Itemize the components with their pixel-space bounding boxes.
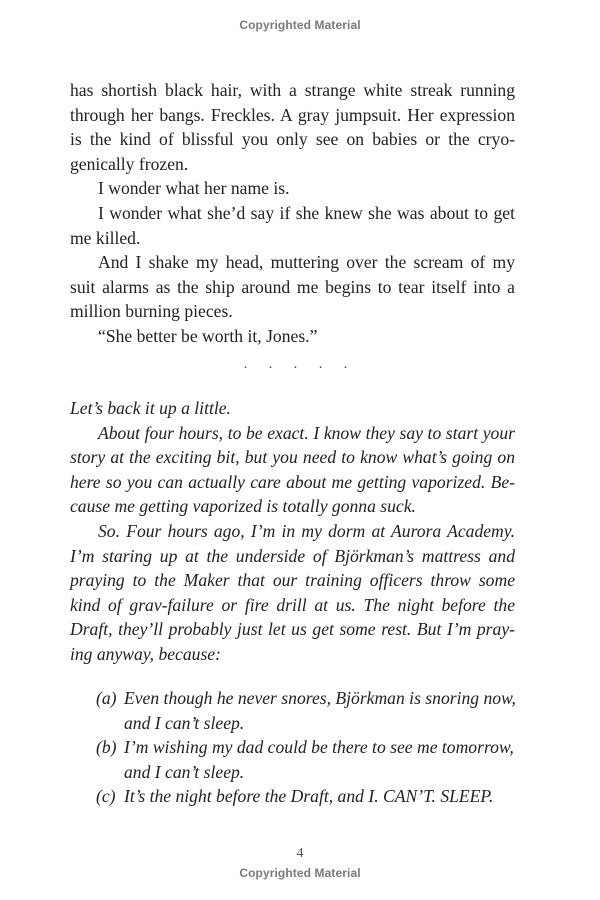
list-item: [96, 686, 516, 735]
paragraph: Let’s back it up a little.: [70, 398, 231, 418]
list-text: Even though he never snores, Björkman is snoring now, and I can’t sleep.: [124, 688, 516, 733]
paragraph: “She better be worth it, Jones.”: [98, 325, 318, 346]
list-text: It’s the night before the Draft, and I. CAN’T. SLEEP.: [124, 786, 494, 807]
page-number: 4: [296, 846, 304, 861]
paragraph: So. Four hours ago, I’m in my dorm at Aurora Academy. I’m staring up at the underside of Björkman’s mattress and praying to the Maker that our training officers throw some kind of grav-failure or fire drill at us. The night before the Draft, they’ll probably just let us get some rest. But I’m praying anyway, because:: [70, 520, 515, 664]
copyright-footer: Copyrighted Material: [239, 866, 361, 880]
paragraph: About four hours, to be exact. I know they say to start your story at the exciting bit, but you need to know what’s going on here so you can actually care about me getting vaporized. Because me getting vaporized is totally gonna suck.: [70, 422, 515, 517]
list-text: I’m wishing my dad could be there to see me tomorrow, and I can’t sleep.: [124, 737, 514, 782]
paragraph: And I shake my head, muttering over the scream of my suit alarms as the ship around me begins to tear itself into a million burning pieces.: [70, 252, 515, 322]
list-marker: (b): [96, 737, 117, 758]
top-text-block: [70, 78, 515, 349]
list-marker: (c): [96, 786, 116, 807]
italic-text-block: [70, 396, 515, 667]
paragraph: has shortish black hair, with a strange white streak running through her bangs. Freckles. A gray jumpsuit. Her expression is the kind of blissful you only see on babies or the cryogenically frozen.: [70, 80, 515, 174]
paragraph: I wonder what her name is.: [98, 178, 290, 199]
enumerated-list: [96, 686, 516, 809]
list-item: [96, 784, 516, 809]
scene-break: . . . . .: [243, 357, 357, 372]
list-item: [96, 735, 516, 784]
paragraph: I wonder what she’d say if she knew she was about to get me killed.: [70, 202, 515, 248]
list-marker: (a): [96, 688, 117, 708]
copyright-header: Copyrighted Material: [239, 18, 361, 32]
